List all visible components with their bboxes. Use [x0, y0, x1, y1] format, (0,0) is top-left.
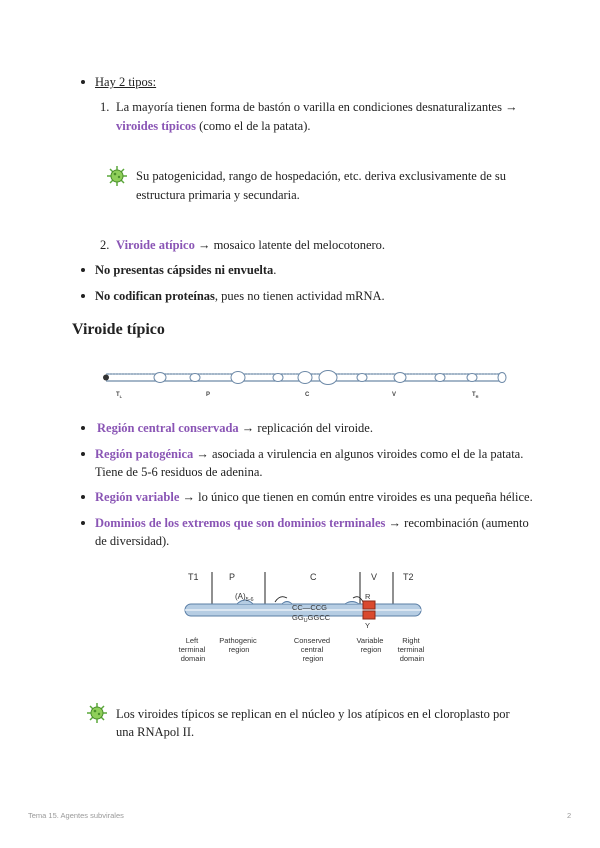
list-item-terminal — [95, 514, 529, 532]
list-item-continuation: de diversidad). — [95, 534, 170, 548]
bullet — [81, 452, 85, 456]
bullet — [81, 294, 85, 298]
section-heading: Viroide típico — [72, 321, 165, 338]
r-label: R — [365, 592, 371, 601]
list-item-rest: → replicación del viroide. — [238, 421, 373, 435]
a-label: $(A)_{5-6}$ — [235, 592, 254, 603]
bold-text: No presentas cápsides ni envuelta — [95, 263, 274, 277]
note-text: Los viroides típicos se replican en el núcleo y los atípicos en el cloroplasto por — [116, 707, 510, 721]
figure-label: C — [305, 392, 310, 398]
list-item-rest: (como el de la patata). — [195, 119, 311, 133]
domain-label: V — [371, 572, 378, 582]
highlight-term: Viroide atípico — [116, 238, 195, 252]
domain-label: P — [229, 572, 236, 582]
page-number: 2 — [567, 811, 572, 820]
region-label: Conserved central region — [293, 636, 331, 663]
list-item-central-region — [97, 419, 373, 437]
note-text-2: estructura primaria y secundaria. — [136, 188, 300, 202]
domain-label: T1 — [188, 572, 199, 582]
region-label: Right terminal domain — [397, 636, 425, 663]
viroid-structure-figure — [100, 362, 510, 404]
note-text: Su patogenicidad, rango de hospedación, etc. deriva exclusivamente de su — [136, 169, 507, 183]
list-item-rest: → recombinación (aumento — [385, 516, 529, 530]
list-item-rest: → asociada a virulencia en algunos viroides como el de la patata. — [193, 447, 524, 461]
domain-label: T2 — [403, 572, 414, 582]
list-item-types: Hay 2 tipos: — [95, 75, 157, 89]
list-item-variable — [95, 488, 533, 506]
list-number: 1. — [100, 100, 110, 114]
note-text-2: una RNApol II. — [116, 725, 195, 739]
viroid-domains-diagram — [175, 568, 435, 670]
region-label: Pathogenic region — [219, 636, 257, 654]
region-label: Left terminal domain — [178, 636, 206, 663]
virus-icon — [86, 702, 108, 724]
bullet — [81, 495, 85, 499]
list-item-atypical — [116, 236, 385, 254]
list-item-rest: → mosaico latente del melocotonero. — [194, 238, 386, 252]
region-label: Variable region — [356, 636, 384, 654]
bullet — [81, 521, 85, 525]
highlight-term: Región variable — [95, 490, 180, 504]
highlight-term: Región patogénica — [95, 447, 194, 461]
figure-label: V — [392, 392, 397, 398]
list-item-text: La mayoría tienen forma de bastón o varilla en condiciones desnaturalizantes → — [116, 100, 518, 114]
bullet — [81, 268, 85, 272]
bullet — [81, 426, 85, 430]
figure-label: P — [206, 392, 211, 398]
highlight-term: viroides típicos — [116, 119, 196, 133]
list-item-pathogenic — [95, 445, 523, 463]
figure-label: $T_R$ — [472, 392, 479, 399]
domain-label: C — [310, 572, 317, 582]
list-item-proteins — [95, 287, 385, 305]
list-item-text-2 — [116, 117, 311, 135]
highlight-term: Región central conservada — [97, 421, 239, 435]
list-item-rest: → lo único que tienen en común entre viroides es una pequeña hélice. — [179, 490, 533, 504]
sequence-bottom: $GG_UGGCC$ — [292, 613, 331, 624]
highlight-term: Dominios de los extremos que son dominios terminales — [95, 516, 386, 530]
list-item-rest: , pues no tienen actividad mRNA. — [214, 289, 385, 303]
virus-icon — [106, 165, 128, 187]
footer-title: Tema 15. Agentes subvirales — [28, 811, 124, 820]
y-label: Y — [365, 621, 371, 630]
list-item-continuation: Tiene de 5-6 residuos de adenina. — [95, 465, 263, 479]
figure-label: $T_L$ — [116, 392, 123, 399]
list-number: 2. — [100, 238, 110, 252]
sequence-top: CC—CCG — [292, 603, 327, 612]
bullet — [81, 80, 85, 84]
bold-text: No codifican proteínas — [95, 289, 215, 303]
list-item-capsid — [95, 261, 276, 279]
list-item-rest: . — [273, 263, 277, 277]
